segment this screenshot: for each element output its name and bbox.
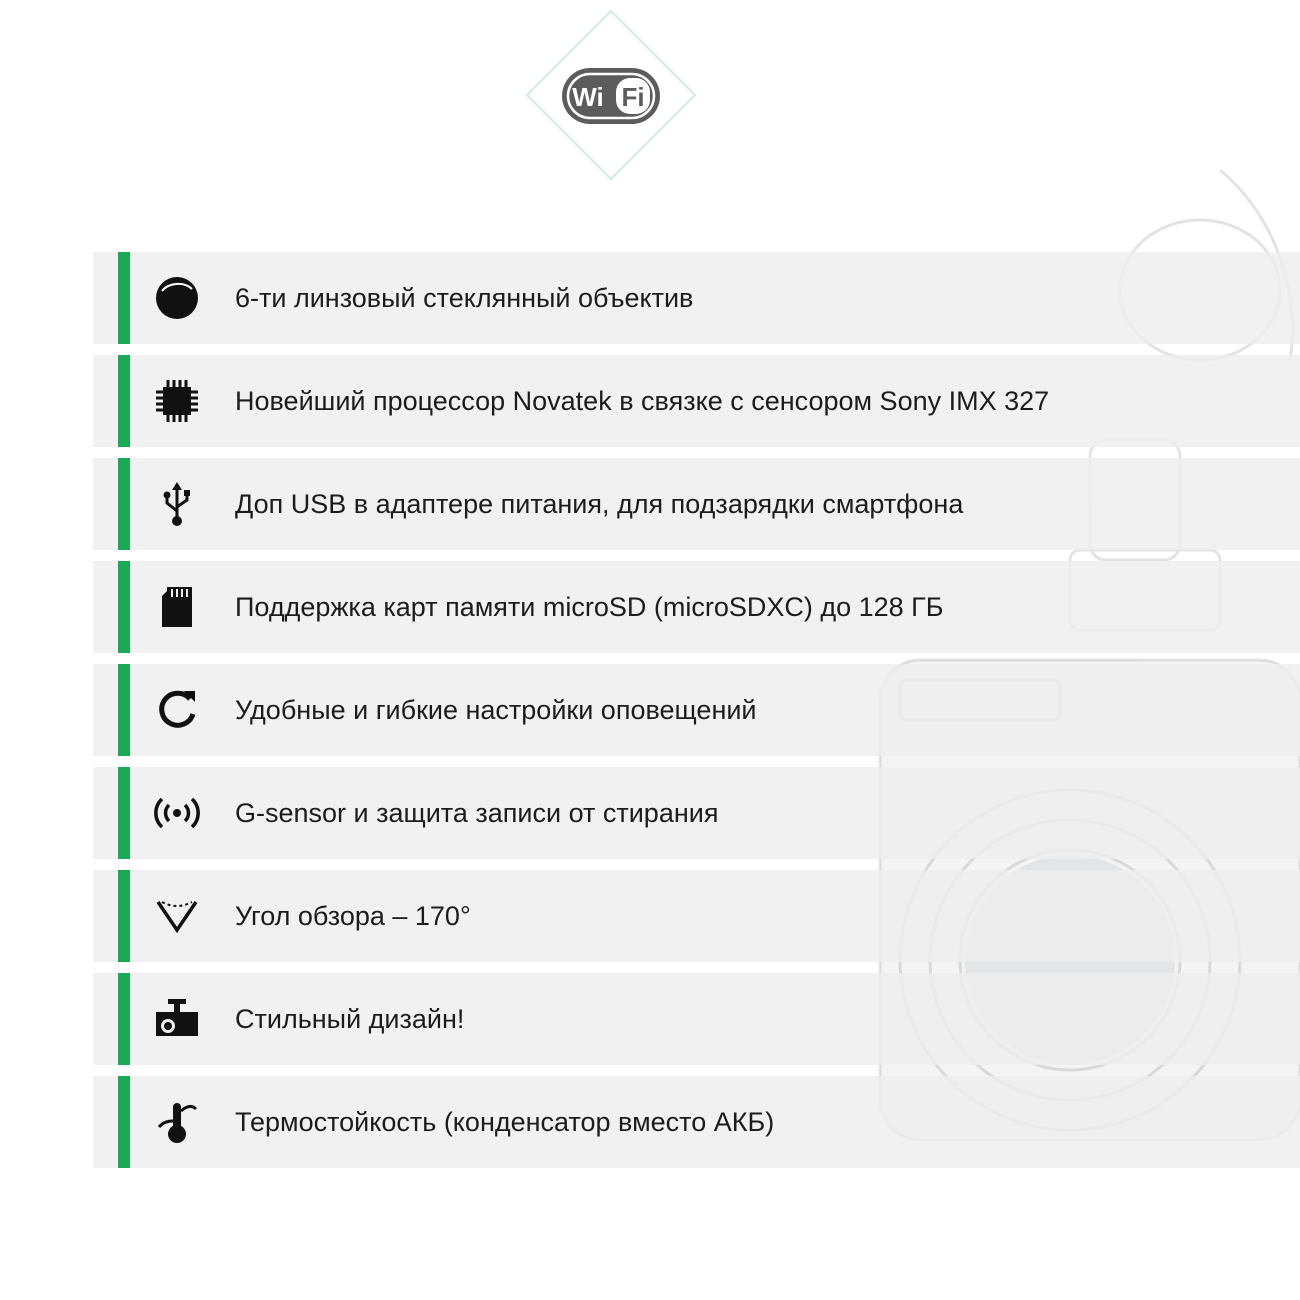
- feature-text: Новейший процессор Novatek в связке с сенсором Sony IMX 327: [235, 386, 1050, 416]
- wifi-logo-icon: [524, 8, 698, 182]
- feature-text: 6-ти линзовый стеклянный объектив: [235, 283, 694, 313]
- feature-row-memory-card: [93, 561, 1300, 653]
- usb-icon: [153, 481, 201, 527]
- feature-text: Угол обзора – 170°: [235, 901, 471, 931]
- feature-row-lens: [93, 252, 1300, 344]
- svg-text:Wi: Wi: [572, 82, 604, 112]
- feature-text: Стильный дизайн!: [235, 1004, 465, 1034]
- feature-row-viewing-angle: [93, 870, 1300, 962]
- viewing-angle-icon: [153, 893, 201, 939]
- svg-text:Fi: Fi: [621, 82, 645, 112]
- feature-text: Поддержка карт памяти microSD (microSDXC) до 128 ГБ: [235, 592, 944, 622]
- feature-row-usb: [93, 458, 1300, 550]
- thermometer-icon: [153, 1099, 201, 1145]
- sd-card-icon: [153, 584, 201, 630]
- lens-icon: [153, 275, 201, 321]
- feature-row-notifications: [93, 664, 1300, 756]
- g-sensor-icon: [153, 790, 201, 836]
- feature-row-heat-resistance: [93, 1076, 1300, 1168]
- dashcam-icon: [153, 996, 201, 1042]
- feature-text: Доп USB в адаптере питания, для подзарядки смартфона: [235, 489, 964, 519]
- feature-row-g-sensor: [93, 767, 1300, 859]
- feature-text: Термостойкость (конденсатор вместо АКБ): [235, 1107, 775, 1137]
- feature-row-processor: [93, 355, 1300, 447]
- feature-text: Удобные и гибкие настройки оповещений: [235, 695, 757, 725]
- feature-row-design: [93, 973, 1300, 1065]
- feature-list: [93, 252, 1300, 1179]
- refresh-icon: [153, 687, 201, 733]
- feature-text: G-sensor и защита записи от стирания: [235, 798, 719, 828]
- processor-chip-icon: [153, 378, 201, 424]
